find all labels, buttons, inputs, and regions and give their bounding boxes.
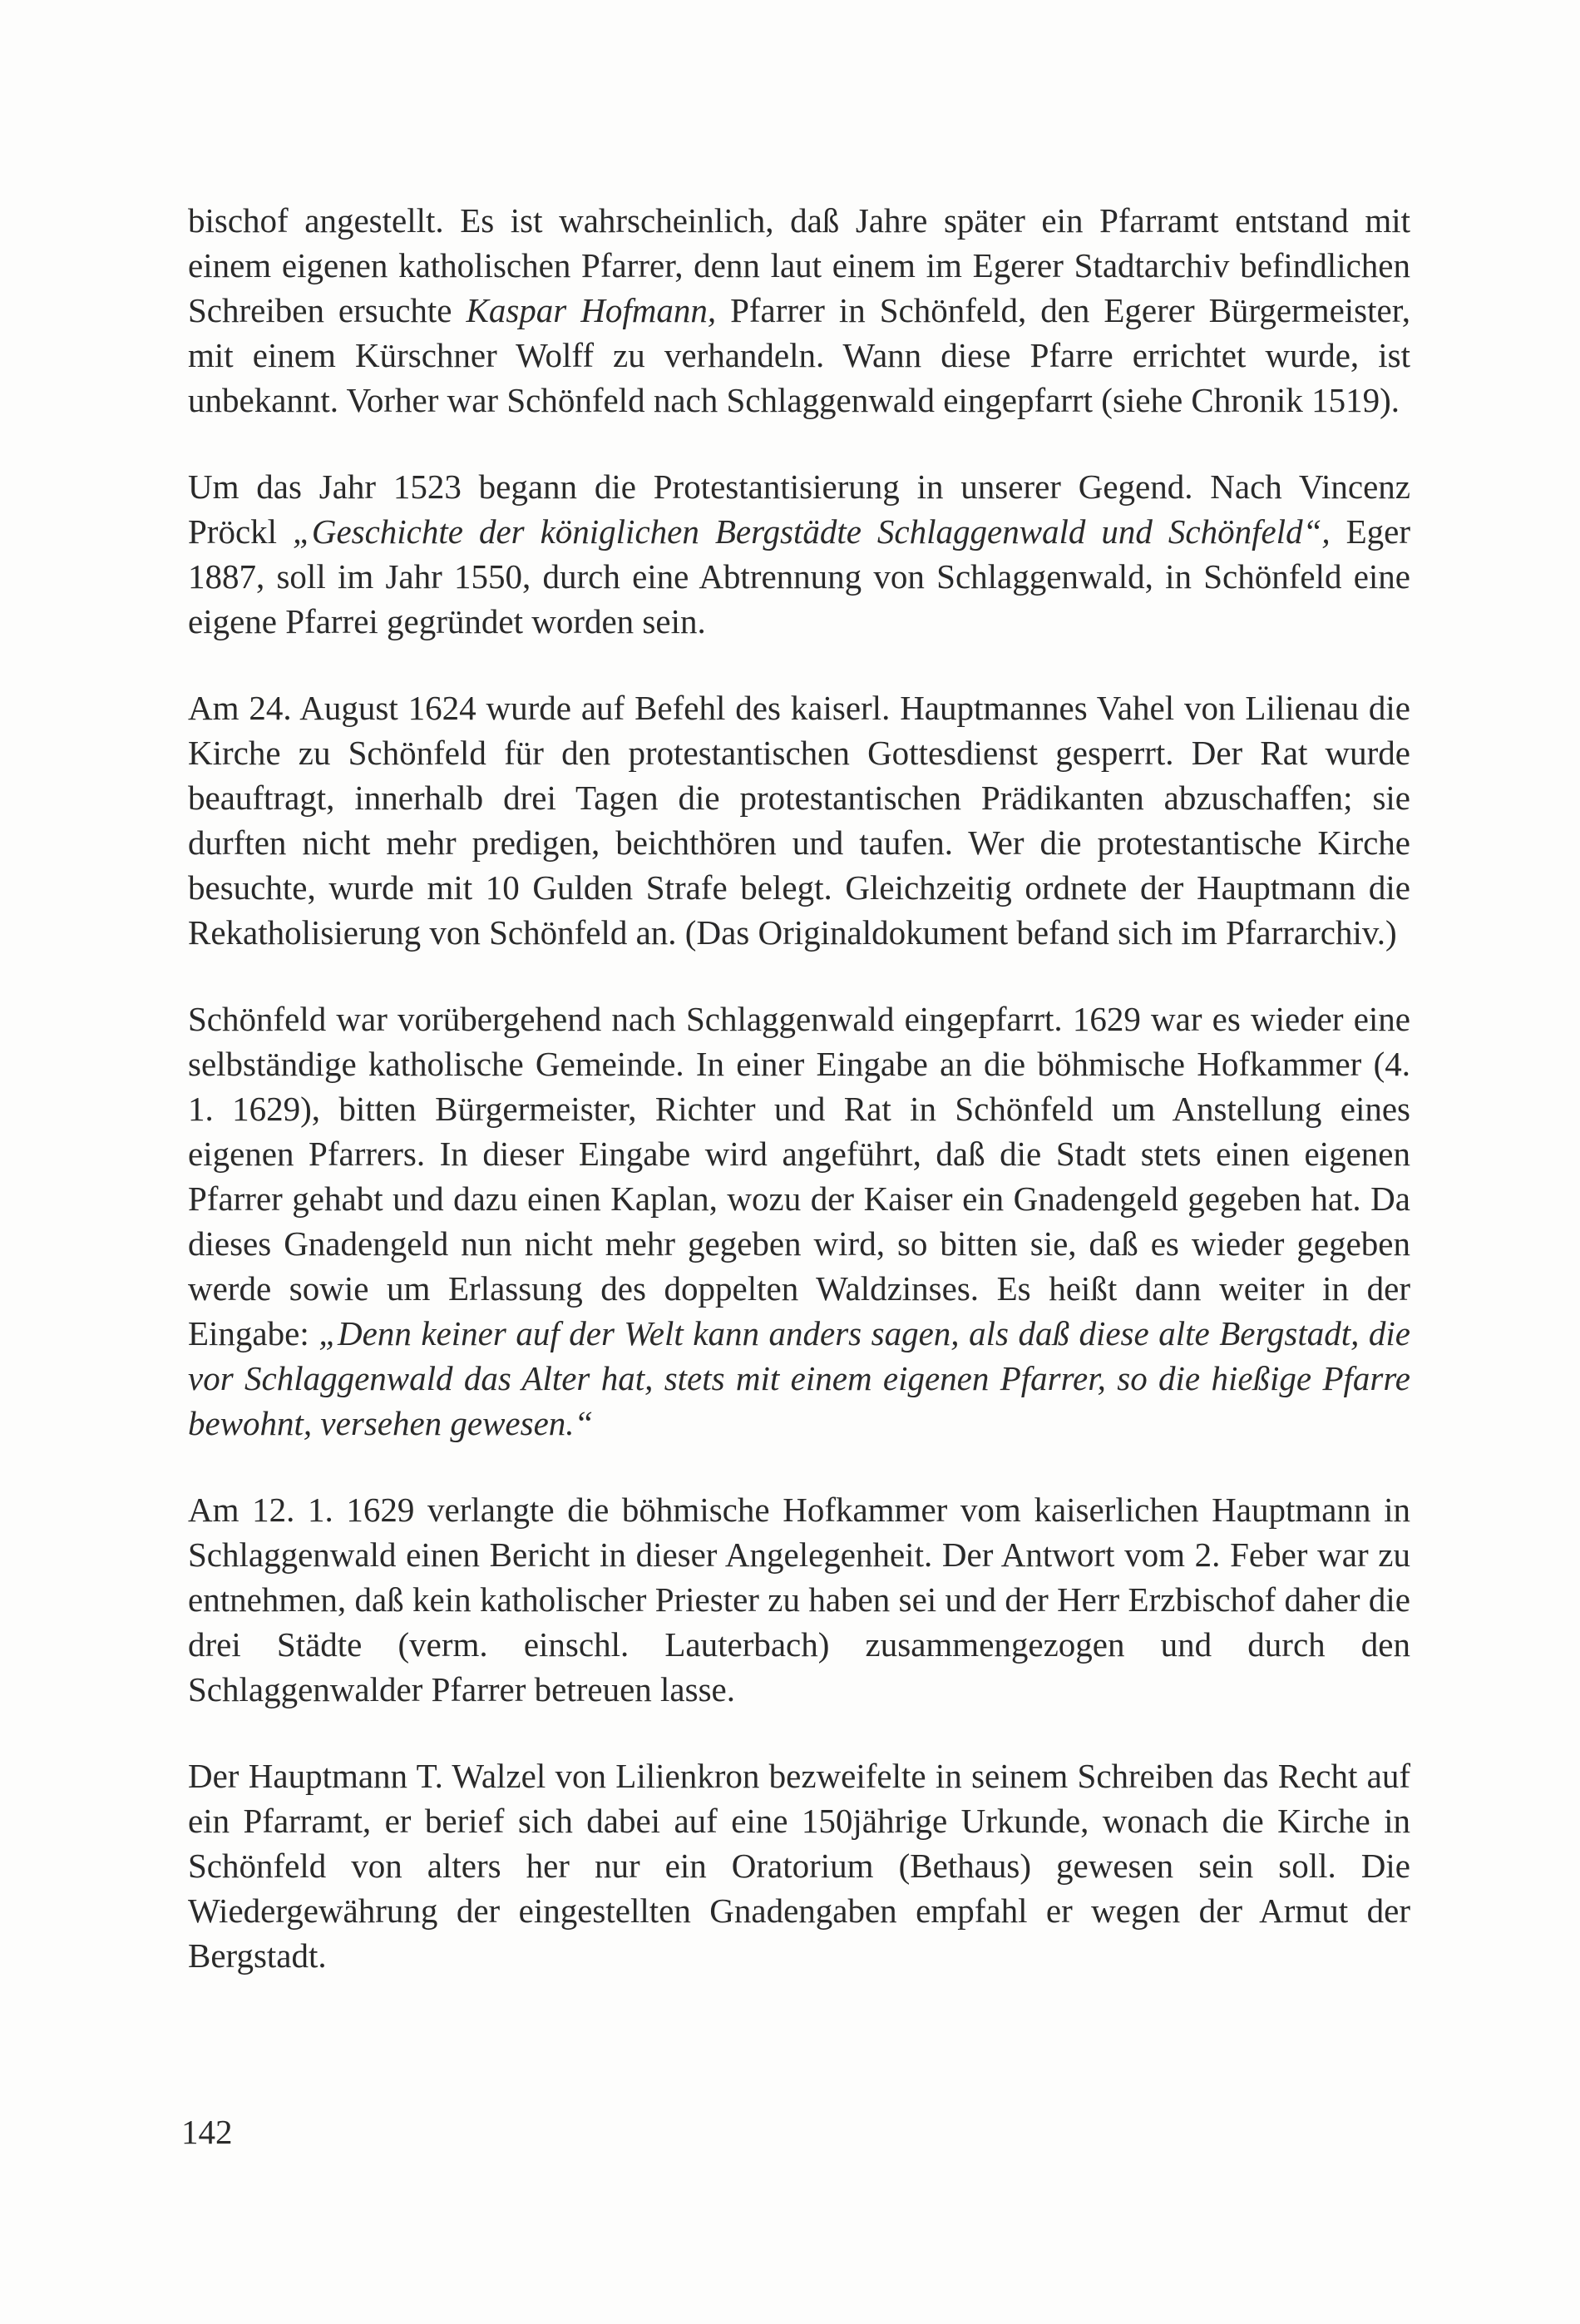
paragraph-2-part-1: Um das Jahr 1523 begann die Protestantisierung in unserer Gegend. Nach Vincenz Pröckl [188, 467, 1410, 551]
paragraph-1-part-2-italic: Kaspar Hofmann, [466, 291, 717, 329]
paragraph-5 [188, 1487, 1410, 1712]
paragraph-6 [188, 1753, 1410, 1978]
paragraph-6-part-1: Der Hauptmann T. Walzel von Lilienkron bezweifelte in seinem Schreiben das Recht auf ein Pfarramt, er berief sich dabei auf eine 150jährige Urkunde, wonach die Kirche in Schönfeld von alters her nur ein Oratorium (Bethaus) gewesen sein soll. Die Wiedergewährung der eingestellten Gnadengaben empfahl er wegen der Armut der Bergstadt. [188, 1757, 1410, 1975]
page-number: 142 [181, 2113, 233, 2151]
paragraph-2-part-2-italic: „Geschichte der königlichen Bergstädte Schlaggenwald und Schönfeld“, [293, 512, 1331, 551]
paragraph-1 [188, 198, 1410, 423]
paragraph-3 [188, 685, 1410, 955]
paragraph-1-part-1: bischof angestellt. Es ist wahrscheinlich, daß Jahre später ein Pfarramt entstand mit einem eigenen katholischen Pfarrer, denn laut einem im Egerer Stadtarchiv befindlichen Schreiben ersuchte [188, 201, 1410, 329]
paragraph-3-part-1: Am 24. August 1624 wurde auf Befehl des kaiserl. Hauptmannes Vahel von Lilienau die Kirche zu Schönfeld für den protestantischen Gottesdienst gesperrt. Der Rat wurde beauftragt, innerhalb drei Tagen die protestantischen Prädikanten abzuschaffen; sie durften nicht mehr predigen, beichthören und taufen. Wer die protestantische Kirche besuchte, wurde mit 10 Gulden Strafe belegt. Gleichzeitig ordnete der Hauptmann die Rekatholisierung von Schönfeld an. (Das Originaldokument befand sich im Pfarrarchiv.) [188, 689, 1410, 952]
paragraph-4-part-2-italic: „Denn keiner auf der Welt kann anders sagen, als daß diese alte Bergstadt, die vor Schlaggenwald das Alter hat, stets mit einem eigenen Pfarrer, so die hießige Pfarre bewohnt, versehen gewesen.“ [188, 1314, 1410, 1442]
paragraph-2-part-3: Eger 1887, soll im Jahr 1550, durch eine Abtrennung von Schlaggenwald, in Schönfeld eine eigene Pfarrei gegründet worden sein. [188, 512, 1410, 640]
paragraph-5-part-1: Am 12. 1. 1629 verlangte die böhmische Hofkammer vom kaiserlichen Hauptmann in Schlaggenwald einen Bericht in dieser Angelegenheit. Der Antwort vom 2. Feber war zu entnehmen, daß kein katholischer Priester zu haben sei und der Herr Erzbischof daher die drei Städte (verm. einschl. Lauterbach) zusammengezogen und durch den Schlaggenwalder Pfarrer betreuen lasse. [188, 1491, 1410, 1708]
paragraph-4 [188, 996, 1410, 1446]
paragraph-4-part-1: Schönfeld war vorübergehend nach Schlaggenwald eingepfarrt. 1629 war es wieder eine selbständige katholische Gemeinde. In einer Eingabe an die böhmische Hofkammer (4. 1. 1629), bitten Bürgermeister, Richter und Rat in Schönfeld um Anstellung eines eigenen Pfarrers. In dieser Eingabe wird angeführt, daß die Stadt stets einen eigenen Pfarrer gehabt und dazu einen Kaplan, wozu der Kaiser ein Gnadengeld gegeben hat. Da dieses Gnadengeld nun nicht mehr gegeben wird, so bitten sie, daß es wieder gegeben werde sowie um Erlassung des doppelten Waldzinses. Es heißt dann weiter in der Eingabe: [188, 1000, 1410, 1352]
paragraph-2 [188, 464, 1410, 644]
body-text [188, 198, 1410, 1978]
paragraph-1-part-3: Pfarrer in Schönfeld, den Egerer Bürgermeister, mit einem Kürschner Wolff zu verhandeln. Wann diese Pfarre errichtet wurde, ist unbekannt. Vorher war Schönfeld nach Schlaggenwald eingepfarrt (siehe Chronik 1519). [188, 291, 1410, 419]
